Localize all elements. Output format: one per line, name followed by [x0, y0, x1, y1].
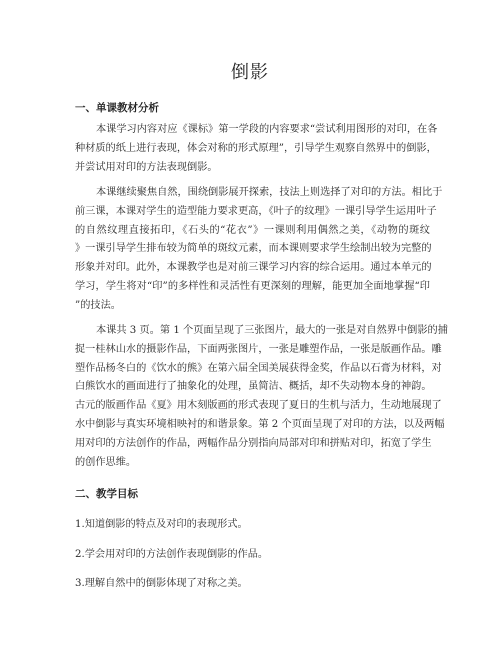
paragraph-line: 》一课引导学生排布较为简单的斑纹元素，而本课则要求学生绘制出较为完整的 — [75, 243, 432, 255]
objective-item-2: 2.学会用对印的方法创作表现倒影的作品。 — [75, 549, 269, 560]
objective-item-1: 1.知道倒影的特点及对印的表现形式。 — [75, 519, 248, 530]
paragraph-line: 古元的版画作品《夏》用木刻版画的形式表现了夏日的生机与活力，生动地展现了 — [75, 400, 442, 412]
paragraph-line: 水中倒影与真实环境相映衬的和谐景象。第 2 个页面呈现了对印的方法，以及两幅 — [75, 418, 445, 430]
paragraph-line: 本课继续聚焦自然，围绕倒影展开探索，技法上则选择了对印的方法。相比于 — [96, 187, 443, 198]
paragraph-line: 的创作思维。 — [75, 456, 137, 468]
paragraph-line: 用对印的方法创作的作品，两幅作品分别指向局部对印和拼贴对印，拓宽了学生 — [75, 437, 432, 449]
paragraph-line: 种材质的纸上进行表现，体会对称的形式原理”，引导学生观察自然界中的倒影， — [75, 142, 437, 154]
paragraph-2 — [75, 184, 443, 316]
paragraph-line: 捉一桂林山水的摄影作品，下面两张图片，一张是雕塑作品，一张是版画作品。雕 — [75, 343, 442, 355]
section-heading-1: 一、单课教材分析 — [75, 102, 159, 114]
paragraph-line: 白熊饮水的画面进行了抽象化的处理，虽简洁、概括，却不失动物本身的神韵。 — [75, 381, 432, 393]
paragraph-line: 塑作品杨冬白的《饮水的熊》在第六届全国美展获得金奖，作品以石膏为材料，对 — [75, 362, 442, 374]
paragraph-line: 本课共 3 页。第 1 个页面呈现了三张图片，最大的一张是对自然界中倒影的捕 — [96, 325, 448, 336]
paragraph-line: 前三课，本课对学生的造型能力要求更高，《叶子的纹理》一课引导学生运用叶子 — [75, 205, 437, 217]
paragraph-1 — [75, 121, 438, 177]
paragraph-line: ”的技法。 — [75, 299, 121, 311]
section-heading-2: 二、教学目标 — [75, 488, 138, 500]
paragraph-line: 本课学习内容对应《课标》第一学段的内容要求“尝试利用图形的对印，在各 — [96, 124, 438, 135]
page-title: 倒影 — [231, 62, 269, 83]
paragraph-line: 学习，学生将对“印”的多样性和灵活性有更深刻的理解，能更加全面地掌握“印 — [75, 280, 430, 292]
paragraph-line: 的自然纹理直接拓印，《石头的“花衣”》一课则利用偶然之美，《动物的斑纹 — [75, 224, 430, 236]
paragraph-line: 并尝试用对印的方法表现倒影。 — [75, 161, 218, 173]
objective-item-3: 3.理解自然中的倒影体现了对称之美。 — [75, 578, 248, 589]
paragraph-3 — [75, 322, 448, 472]
paragraph-line: 形象并对印。此外，本课教学也是对前三课学习内容的综合运用。通过本单元的 — [75, 262, 432, 274]
